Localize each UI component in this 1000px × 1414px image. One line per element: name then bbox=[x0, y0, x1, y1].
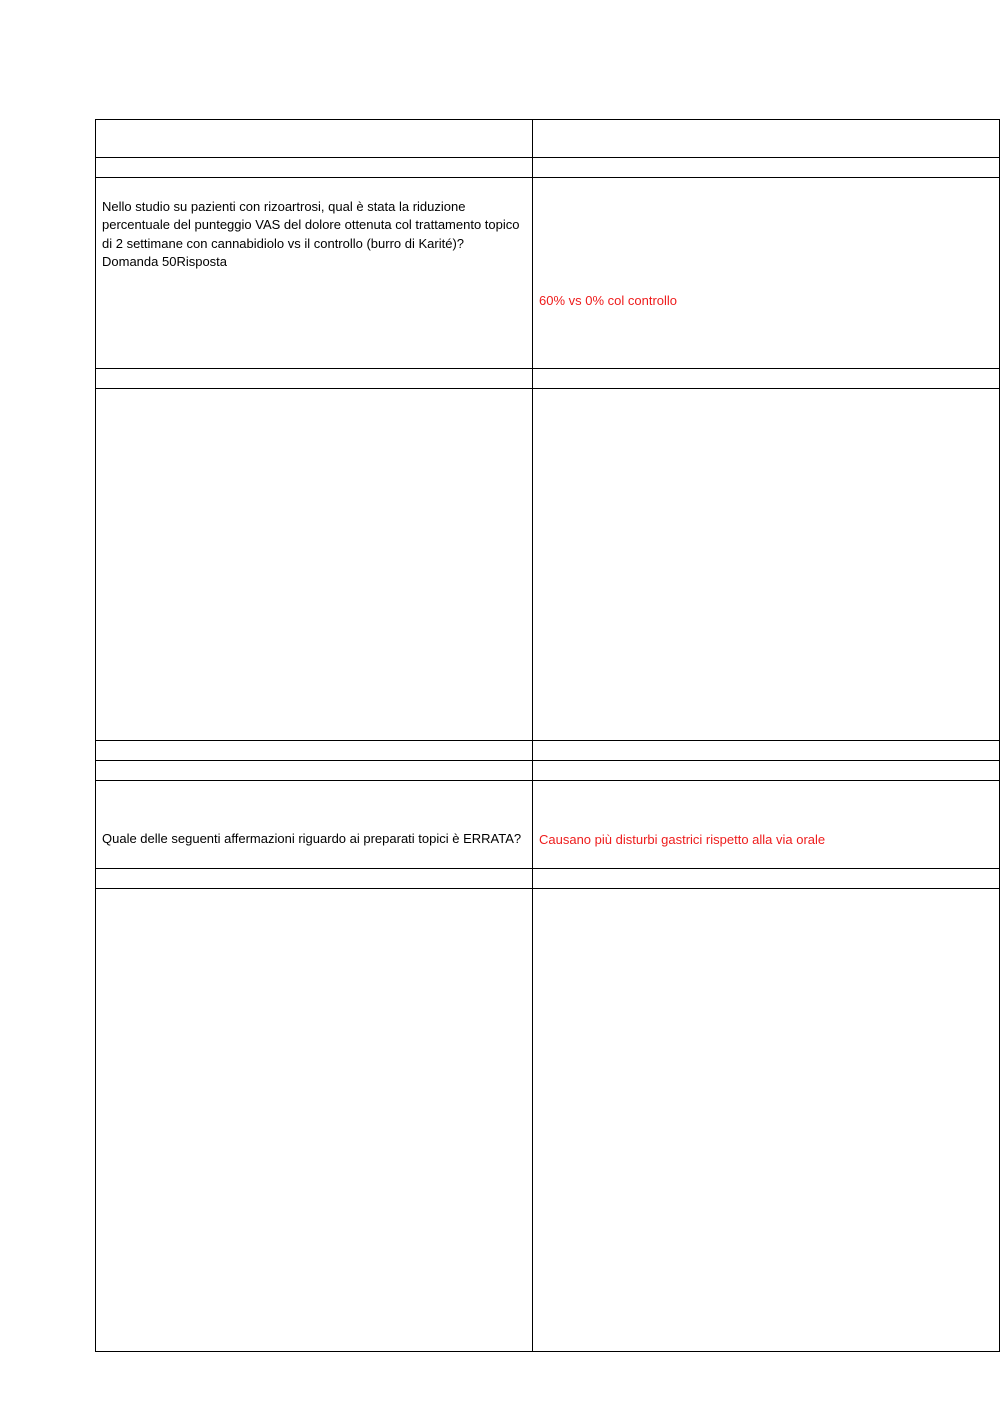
question-cell bbox=[96, 120, 533, 158]
answer-cell bbox=[533, 741, 1000, 761]
answer-cell bbox=[533, 369, 1000, 389]
table-row bbox=[96, 158, 1000, 178]
question-text: Nello studio su pazienti con rizoartrosi, qual è stata la riduzione percentuale del punteggio VAS del dolore ottenuta col trattamento topico di 2 settimane con cannabidiolo vs il controllo (burro di Karité)? Domanda 50Risposta bbox=[102, 198, 520, 269]
table-row bbox=[96, 120, 1000, 158]
question-cell bbox=[96, 369, 533, 389]
question-cell bbox=[96, 741, 533, 761]
quiz-table bbox=[95, 119, 1000, 1352]
answer-cell bbox=[533, 120, 1000, 158]
answer-text: Causano più disturbi gastrici rispetto alla via orale bbox=[539, 831, 826, 847]
table-row bbox=[96, 761, 1000, 781]
question-cell bbox=[96, 889, 533, 1352]
answer-cell bbox=[533, 869, 1000, 889]
answer-cell bbox=[533, 158, 1000, 178]
answer-cell bbox=[533, 178, 1000, 369]
table-row bbox=[96, 741, 1000, 761]
question-cell bbox=[96, 178, 533, 369]
table-row bbox=[96, 369, 1000, 389]
table-row bbox=[96, 781, 1000, 869]
question-cell bbox=[96, 869, 533, 889]
table-row bbox=[96, 178, 1000, 369]
question-cell bbox=[96, 761, 533, 781]
answer-cell bbox=[533, 889, 1000, 1352]
question-cell bbox=[96, 781, 533, 869]
answer-text: 60% vs 0% col controllo bbox=[539, 293, 678, 308]
table-row bbox=[96, 869, 1000, 889]
question-cell bbox=[96, 158, 533, 178]
answer-cell bbox=[533, 761, 1000, 781]
answer-cell bbox=[533, 389, 1000, 741]
table-row bbox=[96, 889, 1000, 1352]
question-text: Quale delle seguenti affermazioni riguardo ai preparati topici è ERRATA? bbox=[102, 831, 522, 846]
question-cell bbox=[96, 389, 533, 741]
answer-cell bbox=[533, 781, 1000, 869]
table-row bbox=[96, 389, 1000, 741]
